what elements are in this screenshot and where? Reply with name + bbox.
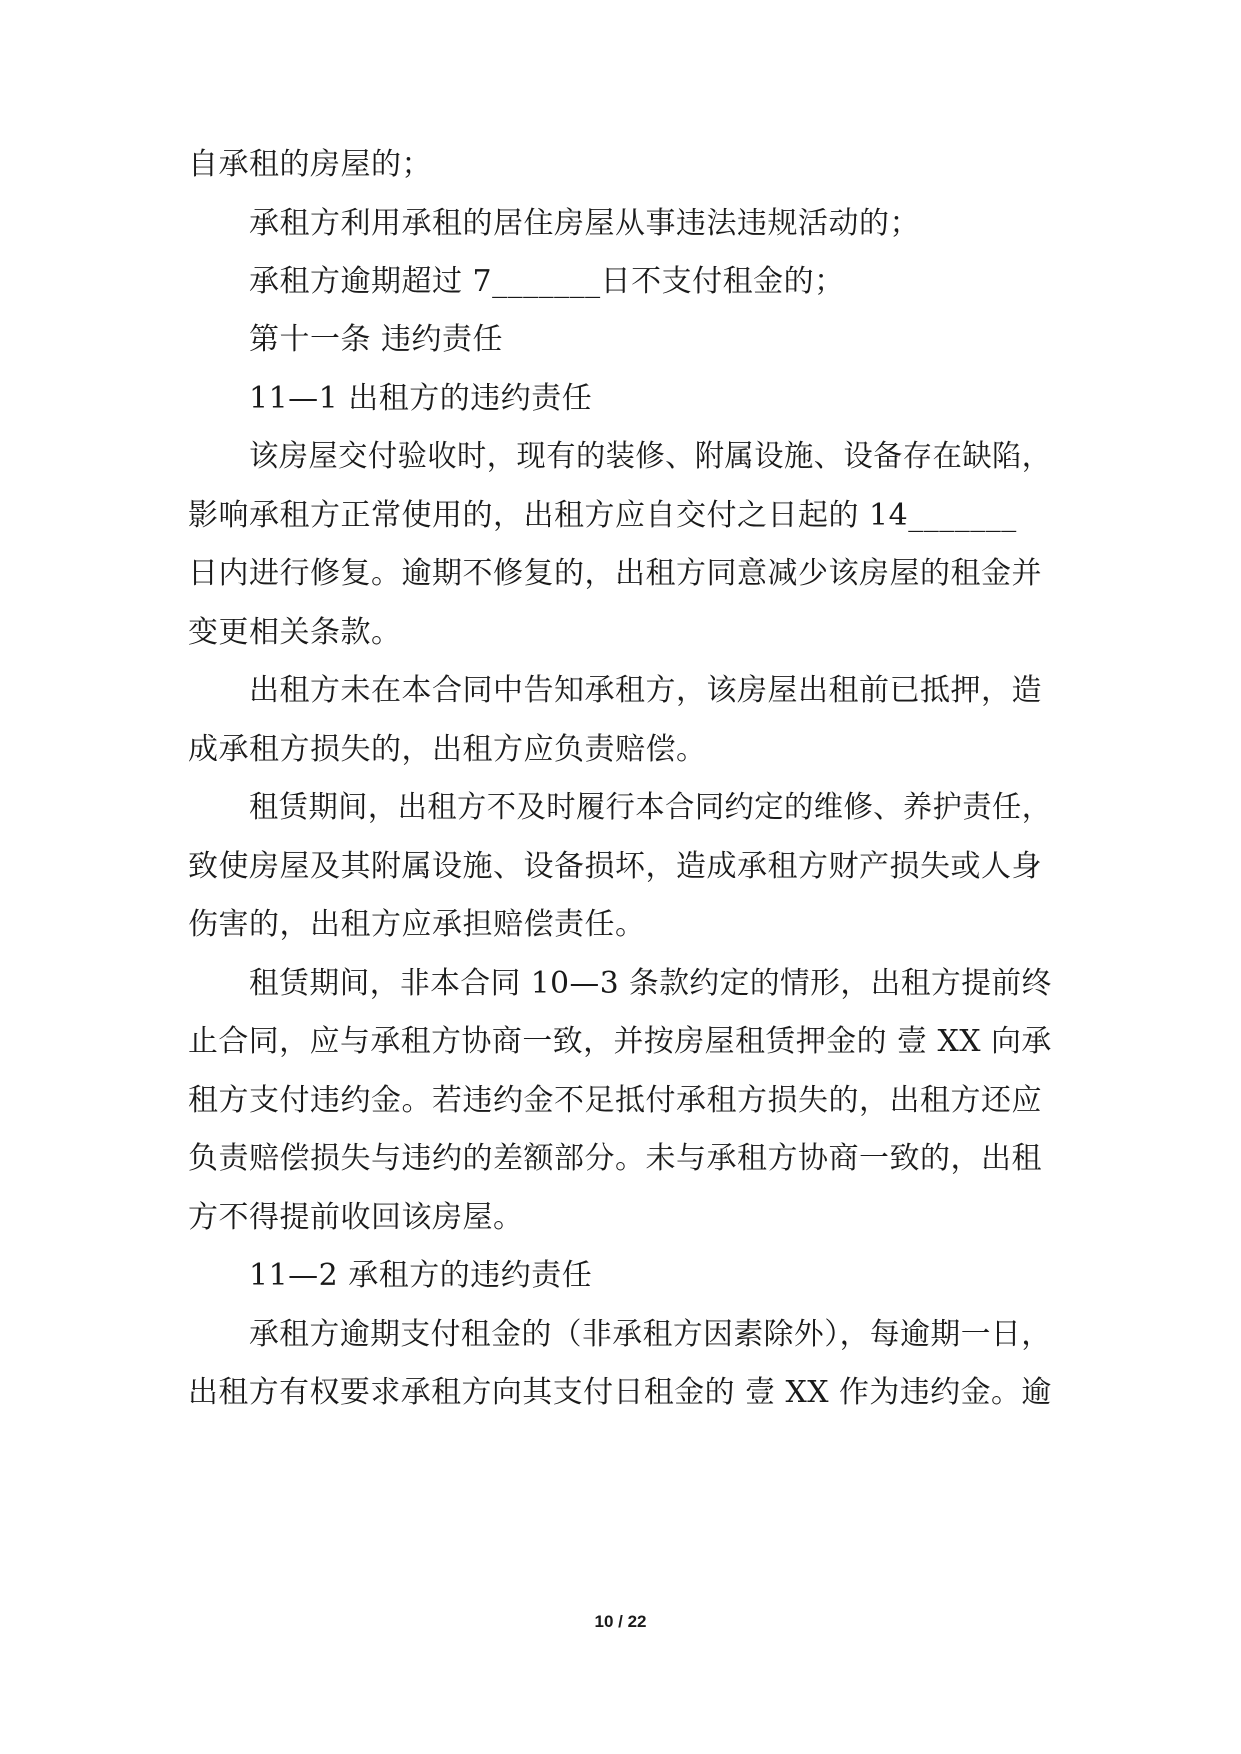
text-line: 成承租方损失的，出租方应负责赔偿。 — [188, 732, 707, 767]
text-line: 出租方未在本合同中告知承租方，该房屋出租前已抵押，造 — [249, 673, 1042, 708]
text-line: 影响承租方正常使用的，出租方应自交付之日起的 14_______ — [188, 498, 1017, 533]
text-line: 日内进行修复。逾期不修复的，出租方同意减少该房屋的租金并 — [188, 556, 1042, 591]
text-line: 租方支付违约金。若违约金不足抵付承租方损失的，出租方还应 — [188, 1083, 1042, 1118]
text-line: 伤害的，出租方应承担赔偿责任。 — [188, 907, 646, 942]
subsection-heading: 11—1 出租方的违约责任 — [249, 381, 593, 416]
section-heading: 第十一条 违约责任 — [249, 322, 504, 357]
subsection-heading: 11—2 承租方的违约责任 — [249, 1258, 593, 1293]
text-line: 承租方逾期支付租金的（非承租方因素除外），每逾期一日， — [249, 1317, 1052, 1352]
text-line: 方不得提前收回该房屋。 — [188, 1200, 524, 1235]
text-line: 止合同，应与承租方协商一致，并按房屋租赁押金的 壹 XX 向承 — [188, 1024, 1052, 1059]
text-line: 出租方有权要求承租方向其支付日租金的 壹 XX 作为违约金。逾 — [188, 1375, 1052, 1410]
text-line: 租赁期间，出租方不及时履行本合同约定的维修、养护责任， — [249, 790, 1052, 825]
text-line: 承租方逾期超过 7_______日不支付租金的； — [249, 264, 845, 299]
text-line: 负责赔偿损失与违约的差额部分。未与承租方协商一致的，出租 — [188, 1141, 1042, 1176]
text-line: 变更相关条款。 — [188, 615, 402, 650]
page-number: 10 / 22 — [594, 1612, 647, 1631]
text-line: 致使房屋及其附属设施、设备损坏，造成承租方财产损失或人身 — [188, 849, 1042, 884]
text-line: 该房屋交付验收时，现有的装修、附属设施、设备存在缺陷， — [249, 439, 1052, 474]
text-line: 租赁期间，非本合同 10—3 条款约定的情形，出租方提前终 — [249, 966, 1052, 1001]
text-line: 自承租的房屋的； — [188, 147, 432, 182]
text-line: 承租方利用承租的居住房屋从事违法违规活动的； — [249, 206, 920, 241]
